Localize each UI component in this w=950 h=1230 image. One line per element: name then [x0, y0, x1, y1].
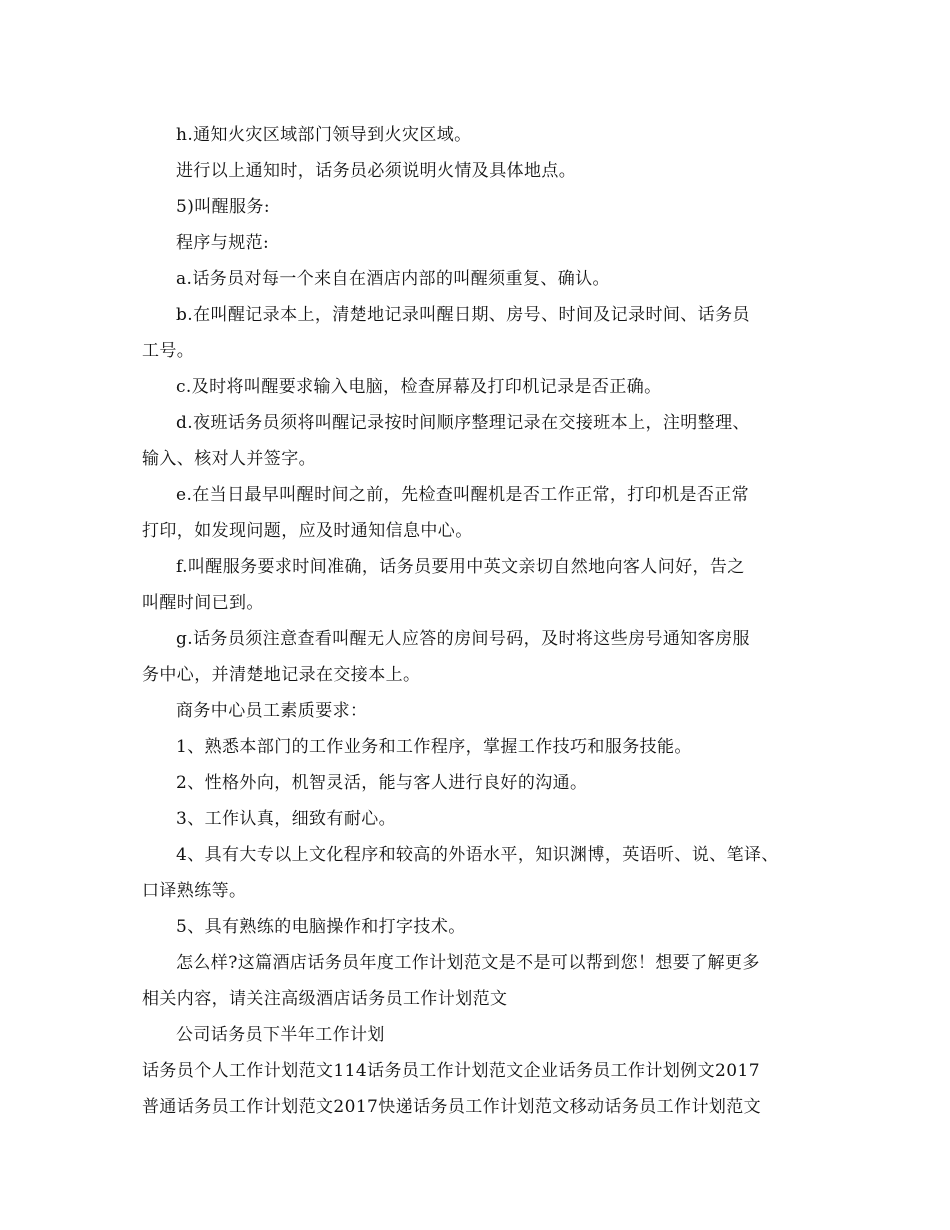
- paragraph-item-e: [142, 477, 822, 549]
- related-articles-list: [142, 1053, 822, 1125]
- line: 商务中心员工素质要求：: [176, 701, 368, 721]
- line: c.及时将叫醒要求输入电脑，检查屏幕及打印机记录是否正确。: [176, 377, 662, 397]
- line: e.在当日最早叫醒时间之前，先检查叫醒机是否工作正常，打印机是否正常: [176, 485, 750, 505]
- paragraph-requirement-5: [142, 909, 822, 945]
- line-continuation: 打印，如发现问题，应及时通知信息中心。: [142, 521, 473, 541]
- paragraph-fire-notify-leader: [142, 117, 822, 153]
- line: f.叫醒服务要求时间准确，话务员要用中英文亲切自然地向客人问好，告之: [176, 557, 745, 577]
- line-continuation: 口译熟练等。: [142, 881, 247, 901]
- line-continuation: 务中心，并清楚地记录在交接本上。: [142, 665, 421, 685]
- line: g.话务员须注意查看叫醒无人应答的房间号码，及时将这些房号通知客房服: [176, 629, 750, 649]
- related-article-title: [142, 1017, 822, 1053]
- line: 怎么样?这篇酒店话务员年度工作计划范文是不是可以帮到您！想要了解更多: [176, 953, 760, 973]
- paragraph-item-d: [142, 405, 822, 477]
- line: b.在叫醒记录本上，清楚地记录叫醒日期、房号、时间及记录时间、话务员: [176, 305, 750, 325]
- line-continuation: 普通话务员工作计划范文2017快递话务员工作计划范文移动话务员工作计划范文: [142, 1097, 762, 1117]
- line: 进行以上通知时，话务员必须说明火情及具体地点。: [176, 161, 577, 181]
- paragraph-closing-note: [142, 945, 822, 1017]
- line: 5、具有熟练的电脑操作和打字技术。: [176, 917, 466, 937]
- paragraph-requirement-2: [142, 765, 822, 801]
- section-heading-staff-requirements: [142, 693, 822, 729]
- line-continuation: 输入、核对人并签字。: [142, 449, 316, 469]
- line: 话务员个人工作计划范文114话务员工作计划范文企业话务员工作计划例文2017: [142, 1061, 760, 1081]
- line: 公司话务员下半年工作计划: [176, 1025, 385, 1045]
- paragraph-item-g: [142, 621, 822, 693]
- paragraph-requirement-3: [142, 801, 822, 837]
- line: 4、具有大专以上文化程序和较高的外语水平，知识渊博，英语听、说、笔译、: [176, 845, 779, 865]
- line-continuation: 相关内容，请关注高级酒店话务员工作计划范文: [142, 989, 508, 1009]
- line: 5)叫醒服务:: [176, 197, 270, 217]
- line: a.话务员对每一个来自在酒店内部的叫醒须重复、确认。: [176, 269, 610, 289]
- paragraph-requirement-4: [142, 837, 822, 909]
- line: h.通知火灾区域部门领导到火灾区域。: [176, 125, 472, 145]
- line: 2、性格外向，机智灵活，能与客人进行良好的沟通。: [176, 773, 588, 793]
- paragraph-item-c: [142, 369, 822, 405]
- section-heading-wakeup-service: [142, 189, 822, 225]
- paragraph-item-a: [142, 261, 822, 297]
- line: d.夜班话务员须将叫醒记录按时间顺序整理记录在交接班本上，注明整理、: [176, 413, 750, 433]
- line-continuation: 叫醒时间已到。: [142, 593, 264, 613]
- line-continuation: 工号。: [142, 341, 195, 361]
- paragraph-item-f: [142, 549, 822, 621]
- paragraph-requirement-1: [142, 729, 822, 765]
- line: 3、工作认真，细致有耐心。: [176, 809, 397, 829]
- line: 程序与规范:: [176, 233, 270, 253]
- paragraph-item-b: [142, 297, 822, 369]
- document-body: [142, 117, 822, 1125]
- line: 1、熟悉本部门的工作业务和工作程序，掌握工作技巧和服务技能。: [176, 737, 692, 757]
- subheading-procedures: [142, 225, 822, 261]
- paragraph-fire-notify-details: [142, 153, 822, 189]
